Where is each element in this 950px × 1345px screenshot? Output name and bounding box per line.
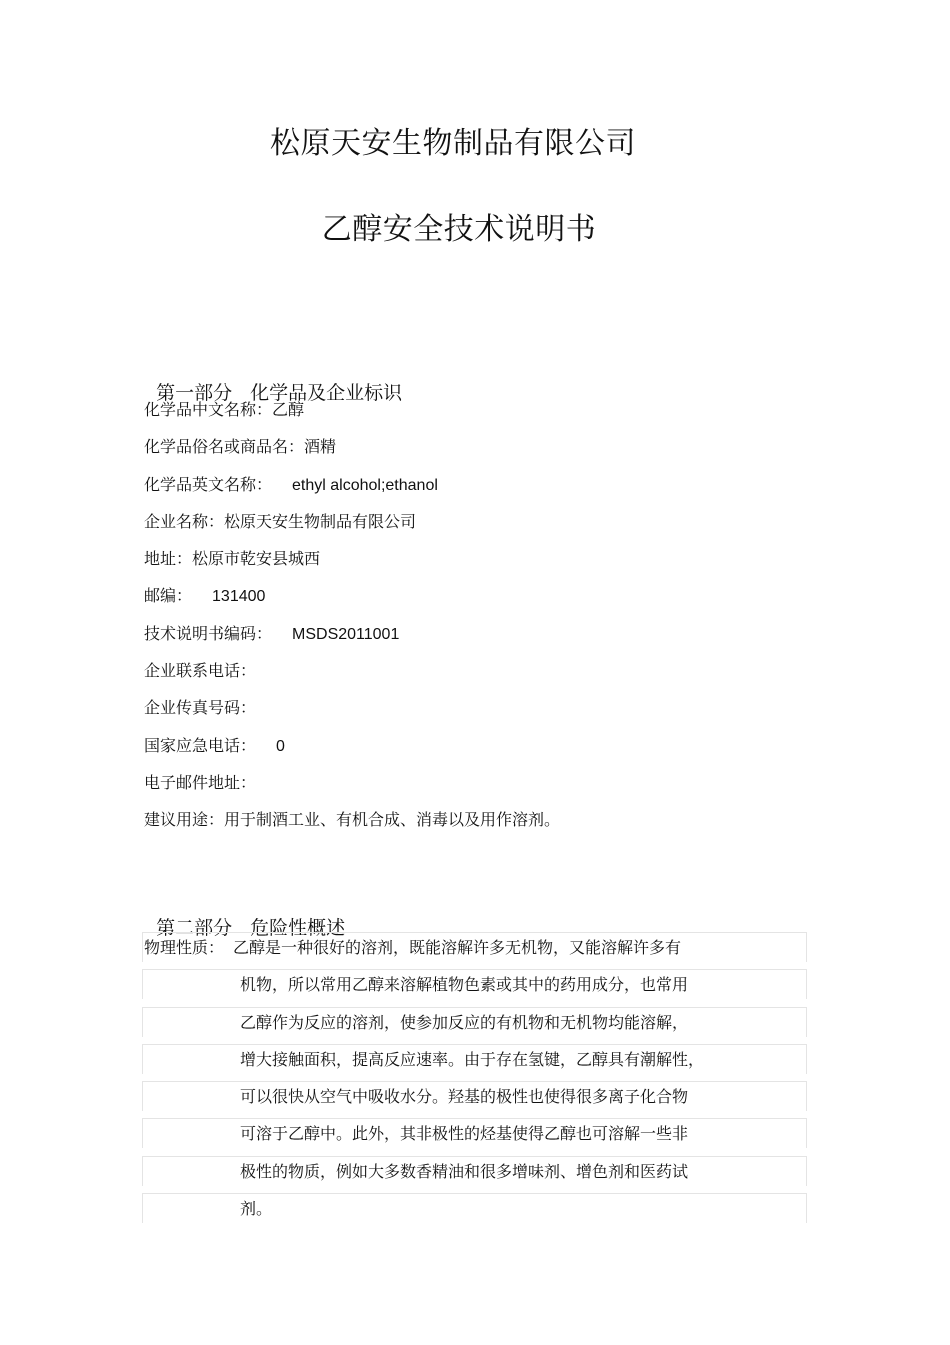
section-2-title: 危险性概述 [250,917,346,939]
field-label: 企业名称： [144,511,225,531]
field-value: MSDS2011001 [292,625,400,643]
properties-text-line: 乙醇作为反应的溶剂，使参加反应的有机物和无机物均能溶解， [240,1012,689,1032]
properties-row [142,969,807,999]
field-label: 企业传真号码： [144,698,257,718]
properties-row [142,1007,807,1037]
field-row [144,547,560,584]
field-row [144,435,560,472]
properties-row [142,1193,807,1223]
field-value: 松原市乾安县城西 [192,549,321,569]
section-2-number: 第二部分 [156,917,233,939]
properties-text-line: 可以很快从空气中吸收水分。羟基的极性也使得很多离子化合物 [240,1087,689,1107]
field-row [144,510,560,547]
field-label: 国家应急电话： [144,735,257,755]
field-value: ethyl alcohol;ethanol [292,476,438,494]
properties-text-line: 极性的物质，例如大多数香精油和很多增味剂、增色剂和医药试 [240,1161,689,1181]
section-1-number: 第一部分 [156,382,233,404]
properties-text-line: 乙醇是一种很好的溶剂，既能溶解许多无机物，又能溶解许多有 [233,938,682,957]
properties-row [142,1081,807,1111]
field-label: 邮编： [144,586,193,606]
properties-row [142,1118,807,1148]
properties-text-line: 增大接触面积，提高反应速率。由于存在氢键，乙醇具有潮解性， [240,1049,705,1069]
field-label: 化学品英文名称： [144,474,273,494]
field-row [144,696,560,733]
identification-fields [144,398,560,846]
field-label: 化学品俗名或商品名： [144,437,305,457]
field-value: 松原天安生物制品有限公司 [224,511,417,531]
section-1-title: 化学品及企业标识 [250,382,403,404]
field-label: 企业联系电话： [144,661,257,681]
physical-properties-label: 物理性质： [144,938,225,957]
properties-text-line: 可溶于乙醇中。此外，其非极性的烃基使得乙醇也可溶解一些非 [240,1124,689,1144]
field-value: 131400 [212,588,266,606]
properties-row [142,1156,807,1186]
field-row [144,398,560,435]
field-row [144,622,560,659]
field-label: 技术说明书编码： [144,623,273,643]
field-row [144,734,560,771]
field-label: 建议用途： [144,810,225,830]
field-label: 化学品中文名称： [144,400,273,419]
field-value: 乙醇 [272,400,305,419]
properties-row [142,932,807,962]
properties-row [142,1044,807,1074]
field-label: 电子邮件地址： [144,772,257,792]
field-label: 地址： [144,549,193,569]
properties-text-line: 剂。 [240,1199,273,1219]
physical-properties-table [142,932,807,1230]
company-title: 松原天安生物制品有限公司 [270,126,636,161]
field-value: 用于制酒工业、有机合成、消毒以及用作溶剂。 [224,810,561,830]
field-row [144,659,560,696]
field-row [144,584,560,621]
properties-text-line: 机物，所以常用乙醇来溶解植物色素或其中的药用成分，也常用 [240,975,689,995]
field-value: 0 [276,737,285,755]
field-row [144,473,560,510]
document-title: 乙醇安全技术说明书 [321,212,597,247]
field-value: 酒精 [304,437,337,457]
field-row [144,808,560,845]
field-row [144,771,560,808]
